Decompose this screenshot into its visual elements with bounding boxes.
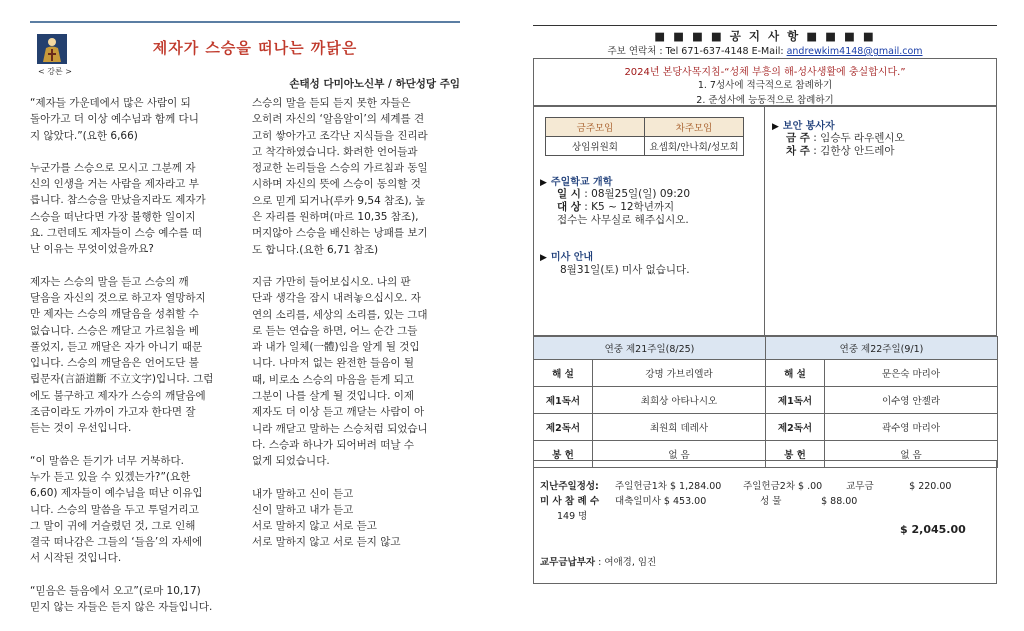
contact-line	[533, 43, 997, 57]
header-rule	[30, 21, 460, 23]
homily-column-2	[252, 95, 460, 567]
paragraph: 제자는 스승의 말을 듣고 스승의 깨 달음을 자신의 것으로 하고자 열망하지 만 제자는 스승의 깨달음을 성취할 수 없습니다. 스승은 깨닫고 가르침을 베 풀었지, 듣고 깨달은 자가 아니기 때문 입니다. 스승의 깨달음은 언어도단 불 립문자(言語道斷 不立文字)입니다. 그럼 에도 불구하고 제자가 스승의 깨달음에 조금이라도 가까이 가고자 한다면 잘 듣는 것이 우선입니다.	[30, 275, 214, 435]
notice-top-rule	[533, 25, 997, 26]
role-name: 없 음	[593, 441, 766, 468]
week-header: 연중 제21주일(8/25)	[534, 337, 766, 360]
role-name: 곽수영 마리아	[825, 414, 998, 441]
column-divider	[764, 106, 765, 336]
sunday-school-note: 접수는 사무실로 해주십시오.	[557, 214, 689, 226]
role-label: 제2독서	[766, 414, 825, 441]
volunteer-this-week: 금 주 : 임승두 라우렌시오	[786, 132, 905, 144]
meetings-table	[545, 117, 744, 156]
homily-column-1	[30, 95, 238, 631]
meeting-this-week: 상임위원회	[546, 137, 645, 156]
meeting-next-week: 요셉회/안나회/성모회	[645, 137, 744, 156]
role-name: 문은숙 마리아	[825, 360, 998, 387]
attendance-row: 미 사 참 례 수 대축일미사 $ 453.00 성 물 $ 88.00	[540, 496, 858, 507]
paragraph: “믿음은 들음에서 오고”(로마 10,17) 믿지 않는 자들은 듣지 않은 자들입니다.	[30, 584, 213, 614]
triangle-bullet-icon: ▶	[772, 122, 779, 132]
role-label: 해 설	[766, 360, 825, 387]
table-row	[534, 360, 998, 387]
paragraph: “이 말씀은 듣기가 너무 거북하다. 누가 듣고 있을 수 있겠는가?”(요한 6,60) 제자들이 예수님을 떠난 이유입 니다. 스승의 말씀을 두고 투덜거리고 그 말이 귀에 거슬렸던 것, 그로 인해 결국 떠나감은 그들의 ‘들음’의 자세에 서 시작된 것입니다.	[30, 454, 203, 565]
role-label: 제1독서	[766, 387, 825, 414]
attendance-count: 149 명	[557, 511, 588, 522]
priest-icon	[37, 34, 67, 64]
homily-label: < 강론 >	[38, 67, 72, 76]
security-volunteers-heading: ▶ 보안 봉사자	[772, 121, 835, 132]
table-row	[534, 414, 998, 441]
week-header: 연중 제22주일(9/1)	[766, 337, 998, 360]
offering-total: $ 2,045.00	[900, 523, 966, 536]
paragraph: 지금 가만히 들어보십시오. 나의 판 단과 생각을 잠시 내려놓으십시오. 자 연의 소리를, 세상의 소리를, 있는 그대 로 듣는 연습을 하면, 어느 순간 그들 과 내가 일체(一體)임을 알게 될 것입 니다. 나마저 없는 완전한 들음이 될 때, 비로소 스승의 마음을 듣게 되고 그분이 나를 살게 될 것입니다. 이제 제자도 더 이상 듣고 깨닫는 사람이 아 니라 깨닫고 말하는 스승처럼 되었습니 다. 스승과 하나가 되어버려 떠날 수 없게 되었습니다.	[252, 275, 428, 468]
contact-email-link[interactable]: andrewkim4148@gmail.com	[786, 46, 923, 57]
role-label: 제2독서	[534, 414, 593, 441]
policy-item: 2. 준성사에 능동적으로 참례하기	[696, 95, 834, 106]
page-title: 제자가 스승을 떠나는 까닭은	[152, 39, 358, 57]
table-row	[534, 387, 998, 414]
contact-phone: 주보 연락처 : Tel 671-637-4148 E-Mail:	[607, 46, 787, 57]
donors-line: 교무금납부자 : 여애경, 임진	[540, 557, 657, 568]
pastoral-policy-box	[533, 58, 997, 106]
role-name: 최원희 데레사	[593, 414, 766, 441]
triangle-bullet-icon: ▶	[540, 253, 547, 263]
paragraph: 내가 말하고 신이 듣고 신이 말하고 내가 듣고 서로 말하지 않고 서로 듣고 서로 말하지 않고 서로 듣지 않고	[252, 487, 401, 549]
role-label: 제1독서	[534, 387, 593, 414]
mass-notice-text: 8월31일(토) 미사 없습니다.	[560, 264, 690, 276]
role-name: 최희상 아타나시오	[593, 387, 766, 414]
meeting-header-next-week: 차주모임	[645, 118, 744, 137]
offering-row: 지난주일정성: 주일헌금1차 $ 1,284.00 주일헌금2차 $ .00 교무금 $ 220.00	[540, 481, 952, 492]
paragraph: 스승의 말을 듣되 듣지 못한 자들은 오히려 자신의 ‘알음알이’의 세계를 견 고히 쌓아가고 조각난 지식들을 진리라 고 착각하였습니다. 화려한 언어들과 정교한 논리들을 스승의 가르침과 동일 시하며 자신의 뜻에 스승이 동의할 것 으로 믿게 되거나(루카 9,54 참조), 높 은 자리를 원하며(마르 10,35 참조), 머지않아 스승을 배신하는 낭패를 보기 도 합니다.(요한 6,71 참조)	[252, 97, 428, 256]
liturgy-roles-table	[533, 336, 998, 468]
sunday-school-date: 일 시 : 08월25일(일) 09:20	[557, 188, 691, 200]
notice-title: ■ ■ ■ ■ 공 지 사 항 ■ ■ ■ ■	[654, 29, 876, 43]
policy-item: 1. 7성사에 적극적으로 참례하기	[697, 80, 833, 91]
role-label: 해 설	[534, 360, 593, 387]
paragraph: “제자들 가운데에서 많은 사람이 되 돌아가고 더 이상 예수님과 함께 다니 지 않았다.”(요한 6,66)	[30, 97, 199, 142]
mass-notice-heading: ▶ 미사 안내	[540, 252, 594, 263]
paragraph: 누군가를 스승으로 모시고 그분께 자 신의 인생을 거는 사람을 제자라고 부 릅니다. 참스승을 만났을지라도 제자가 스승을 떠난다면 가장 불행한 일이지 요. 그런데도 제자들이 스승 예수를 떠 난 이유는 무엇이었을까요?	[30, 161, 206, 256]
policy-title: 2024년 본당사목지침-“성체 부흥의 해-성사생활에 충실합시다.”	[624, 67, 906, 78]
sunday-school-heading: ▶ 주일학교 개학	[540, 177, 613, 188]
role-name: 강명 가브리엘라	[593, 360, 766, 387]
role-label: 봉 헌	[534, 441, 593, 468]
volunteer-next-week: 차 주 : 김한상 안드레아	[786, 145, 895, 157]
role-name: 없 음	[825, 441, 998, 468]
triangle-bullet-icon: ▶	[540, 178, 547, 188]
meeting-header-this-week: 금주모임	[546, 118, 645, 137]
sunday-school-target: 대 상 : K5 ~ 12학년까지	[557, 201, 675, 213]
role-name: 이수영 안젤라	[825, 387, 998, 414]
author-line: 손태성 다미아노신부 / 하단성당 주임	[289, 78, 460, 90]
role-label: 봉 헌	[766, 441, 825, 468]
